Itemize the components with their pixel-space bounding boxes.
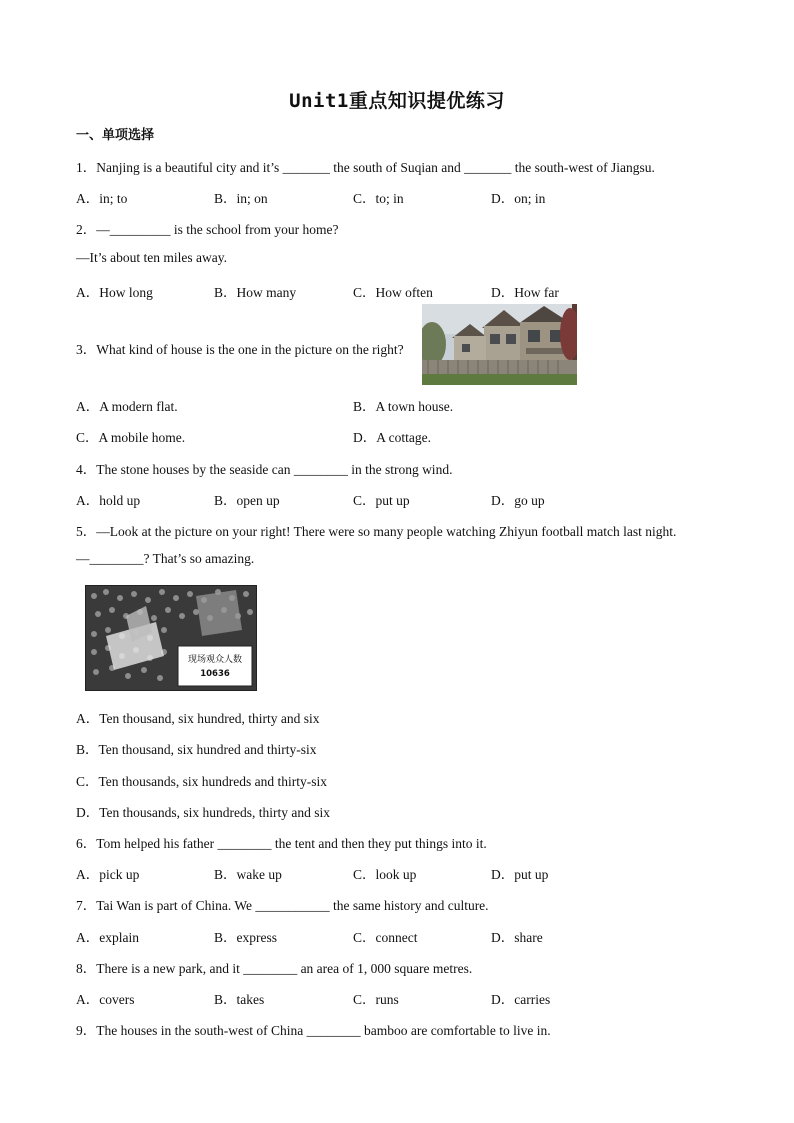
q2-option-d[interactable]: D．How far: [491, 285, 559, 300]
section-heading: 一、单项选择: [76, 128, 155, 143]
q3-option-d[interactable]: D．A cottage.: [353, 430, 431, 445]
q8-option-c[interactable]: C．runs: [353, 992, 399, 1007]
q8-option-b[interactable]: B．takes: [214, 992, 265, 1007]
q2-option-b[interactable]: B．How many: [214, 285, 297, 300]
question-5-reply: —________? That’s so amazing.: [76, 551, 255, 566]
q6-option-c[interactable]: C．look up: [353, 867, 417, 882]
q3-option-b[interactable]: B．A town house.: [353, 399, 454, 414]
q5-option-a[interactable]: A．Ten thousand, six hundred, thirty and six: [76, 711, 320, 726]
attendance-number: 10636: [200, 669, 230, 679]
page-title: Unit1重点知识提优练习: [289, 90, 505, 112]
q1-option-b[interactable]: B．in; on: [214, 191, 268, 206]
question-4: 4．The stone houses by the seaside can ________ in the strong wind.: [76, 462, 453, 477]
question-1: 1．Nanjing is a beautiful city and it’s _______ the south of Suqian and _______ the south-west of Jiangsu.: [76, 160, 655, 175]
question-3: 3．What kind of house is the one in the picture on the right?: [76, 342, 404, 357]
question-6: 6．Tom helped his father ________ the tent and then they put things into it.: [76, 836, 487, 851]
question-9: 9．The houses in the south-west of China ________ bamboo are comfortable to live in.: [76, 1023, 551, 1038]
question-2: 2．—_________ is the school from your home?: [76, 222, 339, 237]
q3-option-c[interactable]: C．A mobile home.: [76, 430, 186, 445]
q1-option-c[interactable]: C．to; in: [353, 191, 404, 206]
q4-option-c[interactable]: C．put up: [353, 493, 410, 508]
q4-option-a[interactable]: A．hold up: [76, 493, 141, 508]
q6-option-d[interactable]: D．put up: [491, 867, 549, 882]
question-5: 5．—Look at the picture on your right! There were so many people watching Zhiyun football match last night.: [76, 524, 677, 539]
q6-option-b[interactable]: B．wake up: [214, 867, 282, 882]
q5-option-b[interactable]: B．Ten thousand, six hundred and thirty-six: [76, 742, 317, 757]
q8-option-d[interactable]: D．carries: [491, 992, 551, 1007]
q6-option-a[interactable]: A．pick up: [76, 867, 140, 882]
q4-option-b[interactable]: B．open up: [214, 493, 280, 508]
stadium-crowd-photo: [85, 585, 257, 691]
q5-option-d[interactable]: D．Ten thousands, six hundreds, thirty and six: [76, 805, 331, 820]
q4-option-d[interactable]: D．go up: [491, 493, 545, 508]
q7-option-c[interactable]: C．connect: [353, 930, 418, 945]
q5-option-c[interactable]: C．Ten thousands, six hundreds and thirty-six: [76, 774, 328, 789]
question-2-reply: —It’s about ten miles away.: [76, 250, 227, 265]
q8-option-a[interactable]: A．covers: [76, 992, 135, 1007]
question-7: 7．Tai Wan is part of China. We ___________ the same history and culture.: [76, 898, 489, 913]
q1-option-a[interactable]: A．in; to: [76, 191, 128, 206]
q7-option-d[interactable]: D．share: [491, 930, 543, 945]
q7-option-b[interactable]: B．express: [214, 930, 277, 945]
q2-option-a[interactable]: A．How long: [76, 285, 153, 300]
town-house-photo: [422, 304, 577, 385]
attendance-caption: 现场观众人数: [187, 655, 242, 665]
q2-option-c[interactable]: C．How often: [353, 285, 433, 300]
q3-option-a[interactable]: A．A modern flat.: [76, 399, 178, 414]
q7-option-a[interactable]: A．explain: [76, 930, 139, 945]
question-8: 8．There is a new park, and it ________ an area of 1, 000 square metres.: [76, 961, 473, 976]
q1-option-d[interactable]: D．on; in: [491, 191, 546, 206]
